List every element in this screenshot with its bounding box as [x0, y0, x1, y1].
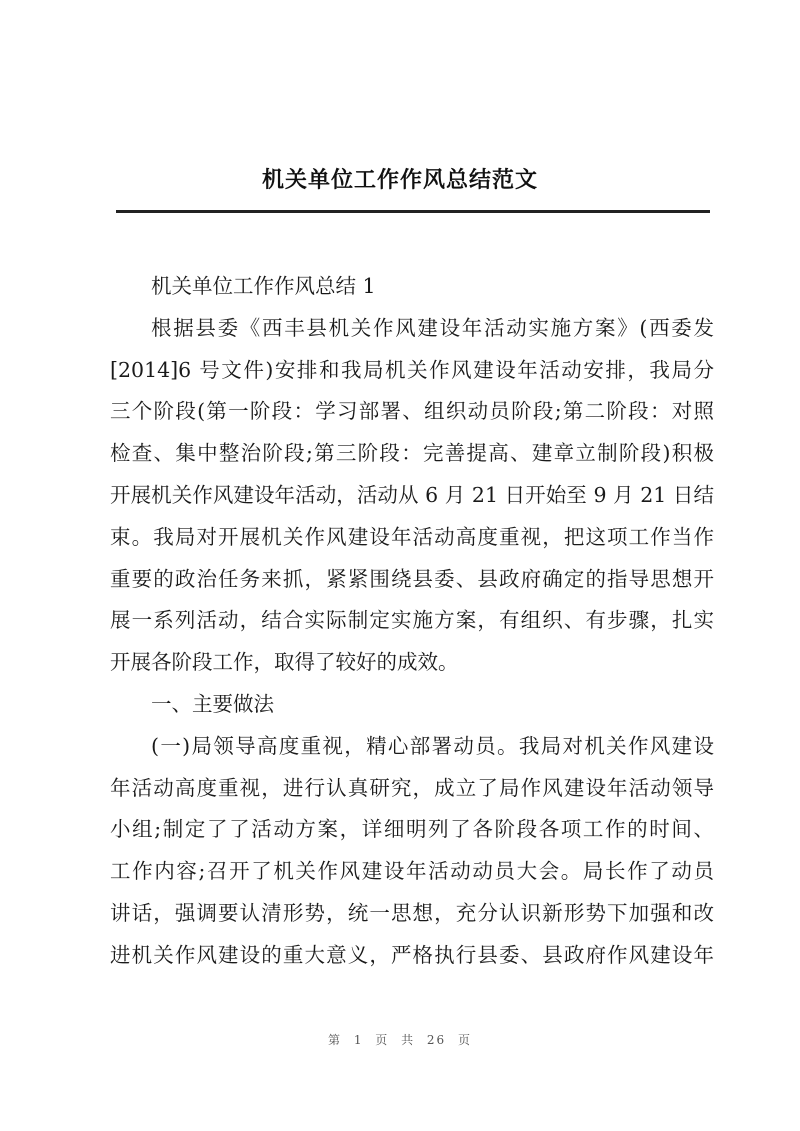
paragraph-line: 年活动高度重视，进行认真研究，成立了局作风建设年活动领导: [110, 775, 714, 800]
paragraph-line: 三个阶段(第一阶段：学习部署、组织动员阶段;第二阶段：对照: [110, 399, 714, 424]
section-heading: 一、主要做法: [151, 691, 274, 716]
title-divider: [116, 210, 710, 213]
paragraph-line: 开展机关作风建设年活动，活动从 6 月 21 日开始至 9 月 21 日结: [110, 482, 714, 507]
paragraph-line: 展一系列活动，结合实际制定实施方案，有组织、有步骤，扎实: [110, 608, 714, 633]
paragraph-line: 开展各阶段工作，取得了较好的成效。: [110, 650, 459, 675]
paragraph-line: 讲话，强调要认清形势，统一思想，充分认识新形势下加强和改: [110, 900, 714, 925]
paragraph-line: (一)局领导高度重视，精心部署动员。我局对机关作风建设: [151, 733, 714, 758]
page-number-footer: 第 1 页 共 26 页: [328, 1033, 472, 1047]
paragraph-line: 进机关作风建设的重大意义，严格执行县委、县政府作风建设年: [110, 942, 714, 967]
paragraph-line: [2014]6 号文件)安排和我局机关作风建设年活动安排，我局分: [110, 357, 714, 382]
paragraph-line: 根据县委《西丰县机关作风建设年活动实施方案》(西委发: [151, 315, 714, 340]
paragraph-line: 重要的政治任务来抓，紧紧围绕县委、县政府确定的指导思想开: [110, 566, 714, 591]
paragraph-line: 小组;制定了了活动方案，详细明列了各阶段各项工作的时间、: [110, 817, 714, 842]
paragraph-line: 束。我局对开展机关作风建设年活动高度重视，把这项工作当作: [110, 524, 714, 549]
document-body: [110, 266, 714, 977]
paragraph-line: 工作内容;召开了机关作风建设年活动动员大会。局长作了动员: [110, 859, 714, 884]
document-title: 机关单位工作作风总结范文: [261, 168, 538, 193]
section-heading: 机关单位工作作风总结 1: [151, 274, 376, 298]
paragraph-line: 检查、集中整治阶段;第三阶段：完善提高、建章立制阶段)积极: [110, 441, 714, 466]
